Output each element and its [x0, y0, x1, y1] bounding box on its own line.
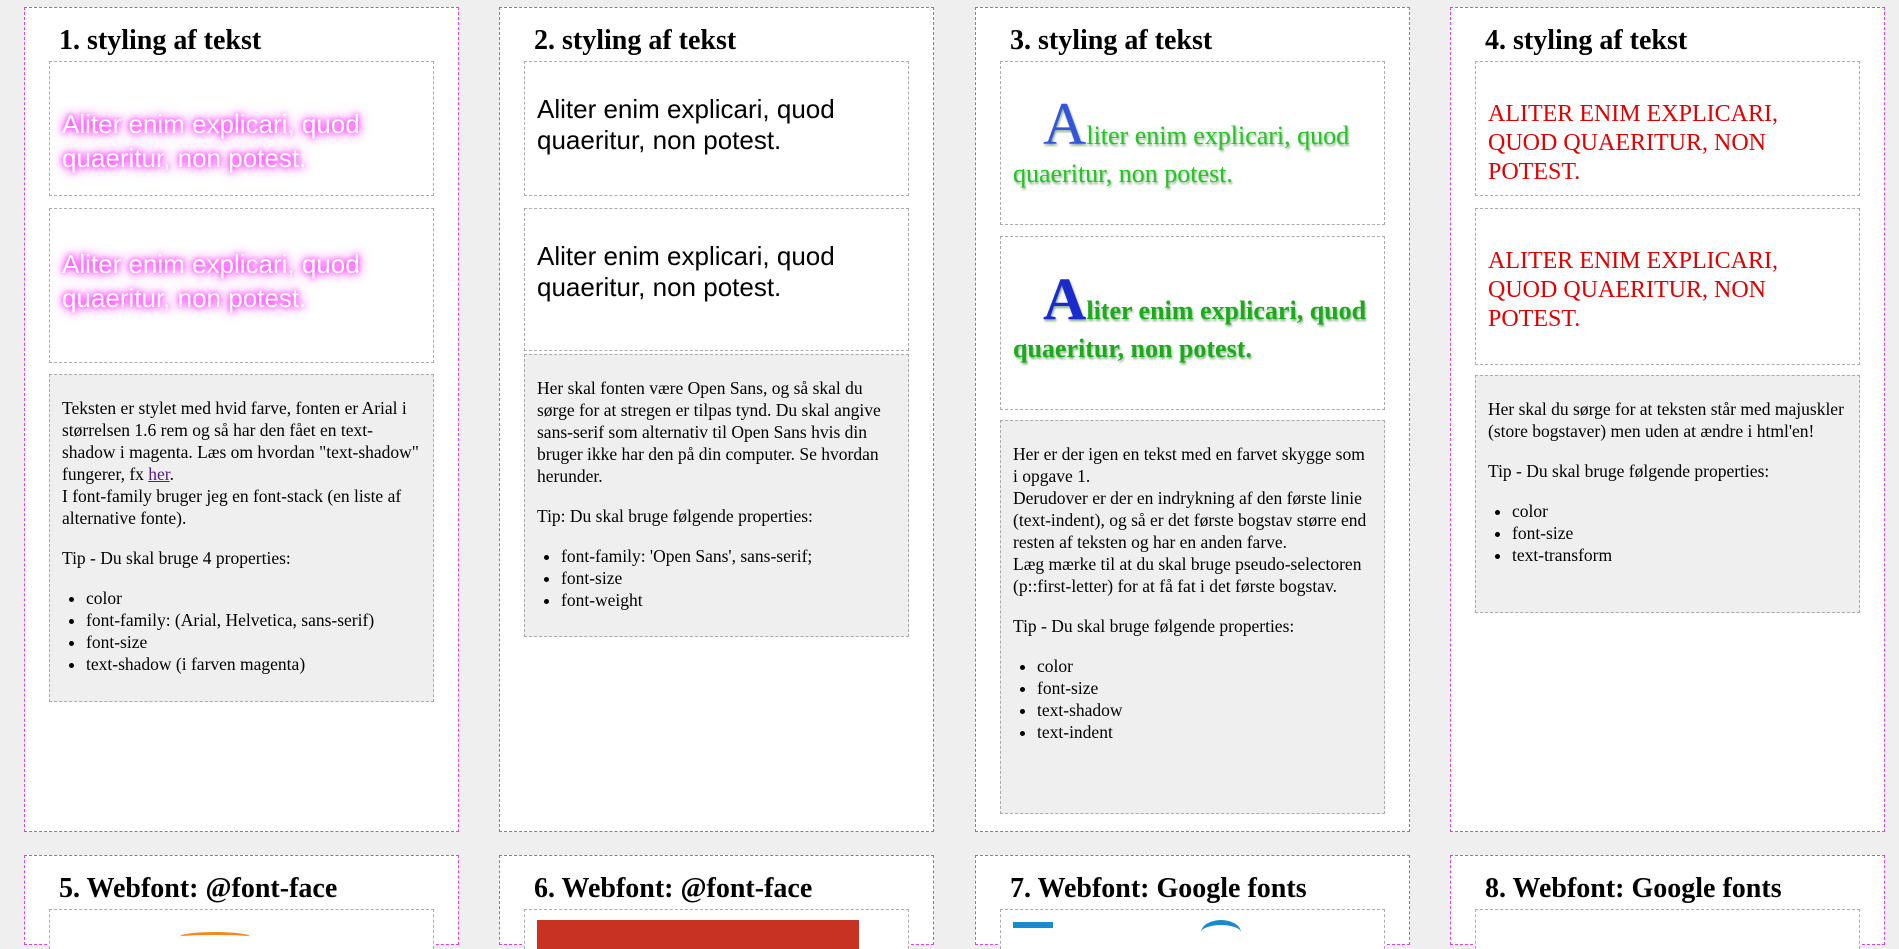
demo-box-b: [49, 208, 434, 363]
exercise-card-1: [24, 7, 459, 832]
demo-box-a: [1000, 909, 1385, 949]
tip-heading: Tip - Du skal bruge 4 properties:: [62, 548, 291, 568]
first-letter: A: [1043, 266, 1087, 332]
exercise-card-3: [975, 7, 1410, 832]
webfont-sample: [537, 920, 859, 949]
demo-box-a: [1475, 909, 1860, 949]
demo-box-a: [49, 909, 434, 949]
exercise-card-6: [499, 855, 934, 945]
demo-box-a: [524, 909, 909, 949]
card-title: 8. Webfont: Google fonts: [1485, 873, 1782, 904]
exercise-card-4: [1450, 7, 1885, 832]
list-item: • font-family: 'Open Sans', sans-serif;: [561, 545, 896, 567]
tip-intro: Her skal du sørge for at teksten står med majuskler (store bogstaver) men uden at ændre i html'en!: [1488, 399, 1844, 441]
list-item: • font-family: (Arial, Helvetica, sans-serif): [86, 609, 421, 631]
list-item: • font-size: [86, 631, 421, 653]
demo-text: Aliter enim explicari, quod quaeritur, non potest.: [62, 109, 360, 173]
tip-box: [1000, 420, 1385, 814]
tip-list: [537, 545, 896, 611]
demo-text: Aliter enim explicari, quod quaeritur, non potest.: [537, 241, 835, 302]
exercise-card-2: [499, 7, 934, 832]
webfont-sample: [1013, 922, 1053, 928]
tip-box: [49, 374, 434, 702]
tip-box: [1475, 375, 1860, 613]
demo-text: Aliter enim explicari, quod quaeritur, non potest.: [62, 249, 360, 313]
card-title: 3. styling af tekst: [1010, 25, 1213, 56]
list-item: • font-size: [1512, 522, 1847, 544]
demo-text: [1013, 91, 1378, 193]
list-item: • text-indent: [1037, 721, 1372, 743]
tip-intro: [62, 397, 421, 485]
list-item: • color: [86, 587, 421, 609]
demo-text: ALITER ENIM EXPLICARI, QUOD QUAERITUR, NON POTEST.: [1488, 101, 1778, 185]
demo-text: ALITER ENIM EXPLICARI, QUOD QUAERITUR, NON POTEST.: [1488, 248, 1778, 332]
tip-link[interactable]: her: [148, 464, 170, 484]
card-title: 5. Webfont: @font-face: [59, 873, 338, 904]
card-title: 6. Webfont: @font-face: [534, 873, 813, 904]
demo-box-a: [1475, 61, 1860, 196]
list-item: • color: [1512, 500, 1847, 522]
demo-text-rest: liter enim explicari, quod quaeritur, non potest.: [1013, 121, 1350, 188]
webfont-sample: [180, 932, 250, 941]
tip-intro-text: Teksten er stylet med hvid farve, fonten er Arial i størrelsen 1.6 rem og så har den fået en text-shadow i magenta. Læs om hvordan "text-shadow" fungerer, fx: [62, 398, 419, 484]
webfont-sample: [1201, 920, 1241, 945]
list-item: • text-shadow: [1037, 699, 1372, 721]
card-title: 7. Webfont: Google fonts: [1010, 873, 1307, 904]
tip-list: [62, 587, 421, 675]
list-item: • text-transform: [1512, 544, 1847, 566]
demo-box-b: [524, 208, 909, 351]
card-title: 4. styling af tekst: [1485, 25, 1688, 56]
tip-box: [524, 354, 909, 637]
demo-box-b: [1475, 208, 1860, 365]
card-title: 2. styling af tekst: [534, 25, 737, 56]
tip-heading: Tip - Du skal bruge følgende properties:: [1488, 461, 1770, 481]
demo-box-b: [1000, 236, 1385, 410]
tip-intro: Her er der igen en tekst med en farvet skygge som i opgave 1.: [1013, 444, 1365, 486]
exercise-card-7: [975, 855, 1410, 945]
demo-text-rest: liter enim explicari, quod quaeritur, non potest.: [1013, 296, 1367, 363]
exercise-card-5: [24, 855, 459, 945]
tip-intro-line2: I font-family bruger jeg en font-stack (en liste af alternative fonte).: [62, 486, 402, 528]
demo-text: Aliter enim explicari, quod quaeritur, non potest.: [537, 94, 835, 155]
tip-intro-end: .: [169, 464, 175, 484]
list-item: • font-size: [1037, 677, 1372, 699]
demo-box-a: [1000, 61, 1385, 225]
list-item: • font-weight: [561, 589, 896, 611]
tip-intro-line2: Derudover er der en indrykning af den første linie (text-indent), og så er det første bogstav større end resten af teksten og har en anden farve.: [1013, 488, 1367, 552]
tip-heading: Tip: Du skal bruge følgende properties:: [537, 506, 813, 526]
tip-list: [1488, 500, 1847, 566]
exercise-card-8: [1450, 855, 1885, 945]
list-item: • font-size: [561, 567, 896, 589]
demo-box-a: [49, 61, 434, 196]
tip-intro: Her skal fonten være Open Sans, og så skal du sørge for at stregen er tilpas tynd. Du skal angive sans-serif som alternativ til Open Sans hvis din bruger ikke har den på din computer. Se hvordan herunder.: [537, 378, 881, 486]
tip-list: [1013, 655, 1372, 743]
demo-text: [1013, 266, 1378, 368]
demo-box-a: [524, 61, 909, 196]
first-letter: A: [1043, 91, 1087, 157]
list-item: • color: [1037, 655, 1372, 677]
card-title: 1. styling af tekst: [59, 25, 262, 56]
tip-heading: Tip - Du skal bruge følgende properties:: [1013, 616, 1295, 636]
tip-intro-line3: Læg mærke til at du skal bruge pseudo-selectoren (p::first-letter) for at få fat i det første bogstav.: [1013, 554, 1362, 596]
list-item: • text-shadow (i farven magenta): [86, 653, 421, 675]
